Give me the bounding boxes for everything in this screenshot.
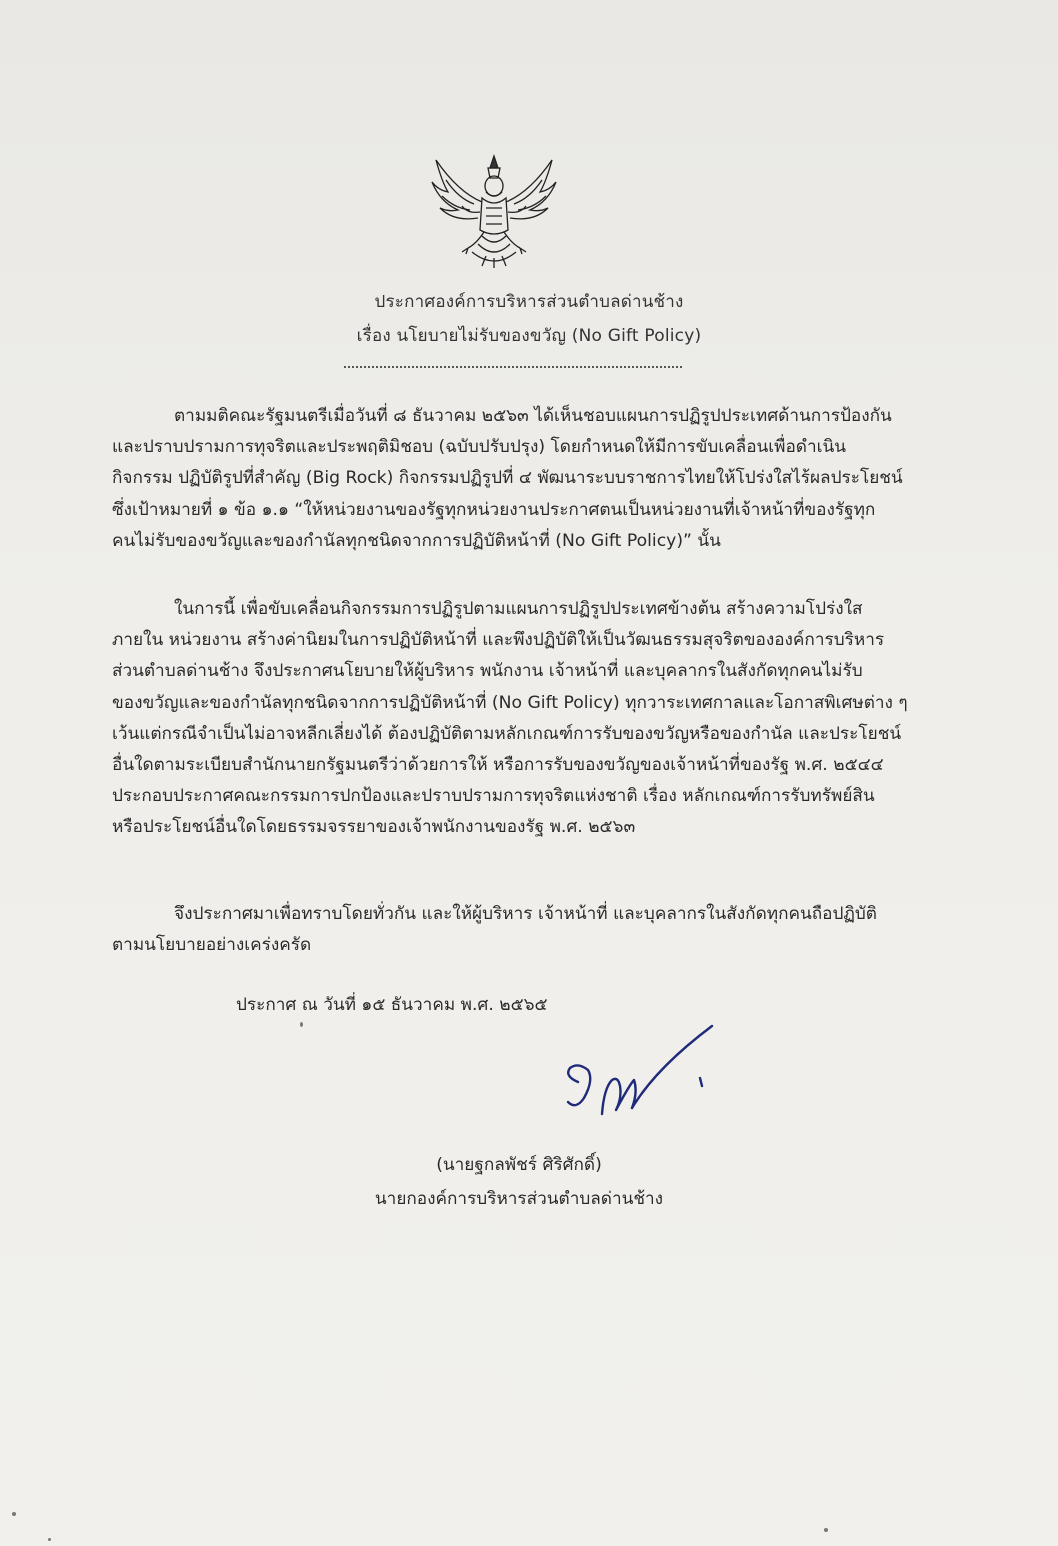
paragraph-line: เว้นแต่กรณีจำเป็นไม่อาจหลีกเลี่ยงได้ ต้องปฏิบัติตามหลักเกณฑ์การรับของขวัญหรือของกำนัล และประโยชน์	[112, 723, 902, 744]
paragraph-line: กิจกรรม ปฏิบัติรูปที่สำคัญ (Big Rock) กิจกรรมปฏิรูปที่ ๔ พัฒนาระบบราชการไทยให้โปร่งใสไร้ผลประโยชน์	[112, 468, 903, 489]
paragraph-policy	[112, 594, 944, 844]
handwritten-signature	[560, 1018, 730, 1130]
paragraph-line: ตามนโยบายอย่างเคร่งครัด	[112, 935, 312, 956]
signer-name: (นายฐกลพัชร์ ศิริศักดิ์)	[436, 1155, 602, 1175]
paragraph-closing	[112, 899, 944, 961]
paragraph-line: หรือประโยชน์อื่นใดโดยธรรมจรรยาของเจ้าพนักงานของรัฐ พ.ศ. ๒๕๖๓	[112, 817, 636, 838]
announcement-date: ประกาศ ณ วันที่ ๑๕ ธันวาคม พ.ศ. ๒๕๖๕	[236, 995, 548, 1015]
paragraph-line: ในการนี้ เพื่อขับเคลื่อนกิจกรรมการปฏิรูปตามแผนการปฏิรูปประเทศข้างต้น สร้างความโปร่งใส	[174, 599, 863, 619]
paragraph-line: ภายใน หน่วยงาน สร้างค่านิยมในการปฏิบัติหน้าที่ และพึงปฏิบัติให้เป็นวัฒนธรรมสุจริตขององค์การบริหาร	[112, 630, 885, 651]
paragraph-line: ซึ่งเป้าหมายที่ ๑ ข้อ ๑.๑ “ให้หน่วยงานของรัฐทุกหน่วยงานประกาศตนเป็นหน่วยงานที่เจ้าหน้าที่ของรัฐทุก	[112, 499, 876, 520]
paragraph-cabinet-resolution	[112, 401, 944, 557]
document-title: ประกาศองค์การบริหารส่วนตำบลด่านช้าง	[374, 292, 684, 312]
signer-position: นายกองค์การบริหารส่วนตำบลด่านช้าง	[374, 1189, 664, 1209]
paragraph-line: ส่วนตำบลด่านช้าง จึงประกาศนโยบายให้ผู้บริหาร พนักงาน เจ้าหน้าที่ และบุคลากรในสังกัดทุกคนไม่รับ	[112, 661, 863, 682]
paragraph-line: ตามมติคณะรัฐมนตรีเมื่อวันที่ ๘ ธันวาคม ๒๕๖๓ ได้เห็นชอบแผนการปฏิรูปประเทศด้านการป้องกัน	[174, 406, 892, 426]
paper-speck	[824, 1528, 828, 1532]
document-subject: เรื่อง นโยบายไม่รับของขวัญ (No Gift Policy)	[356, 326, 702, 346]
paragraph-line: จึงประกาศมาเพื่อทราบโดยทั่วกัน และให้ผู้บริหาร เจ้าหน้าที่ และบุคลากรในสังกัดทุกคนถือปฏิบัติ	[174, 904, 877, 924]
paragraph-line: คนไม่รับของขวัญและของกำนัลทุกชนิดจากการปฏิบัติหน้าที่ (No Gift Policy)” นั้น	[112, 530, 721, 551]
paragraph-line: อื่นใดตามระเบียบสำนักนายกรัฐมนตรีว่าด้วยการให้ หรือการรับของขวัญของเจ้าหน้าที่ของรัฐ พ.ศ. ๒๕๔๔	[112, 754, 884, 775]
paper-speck	[48, 1538, 51, 1541]
paragraph-line: และปราบปรามการทุจริตและประพฤติมิชอบ (ฉบับปรับปรุง) โดยกำหนดให้มีการขับเคลื่อนเพื่อดำเนิน	[112, 437, 846, 458]
paper-speck	[300, 1022, 303, 1027]
paper-speck	[12, 1512, 16, 1516]
paragraph-line: ของขวัญและของกำนัลทุกชนิดจากการปฏิบัติหน้าที่ (No Gift Policy) ทุกวาระเทศกาลและโอกาสพิเศษต่าง ๆ	[112, 692, 908, 713]
garuda-emblem-icon	[428, 152, 560, 270]
title-divider	[344, 366, 682, 368]
paragraph-line: ประกอบประกาศคณะกรรมการปกป้องและปราบปรามการทุจริตแห่งชาติ เรื่อง หลักเกณฑ์การรับทรัพย์สิน	[112, 786, 875, 807]
